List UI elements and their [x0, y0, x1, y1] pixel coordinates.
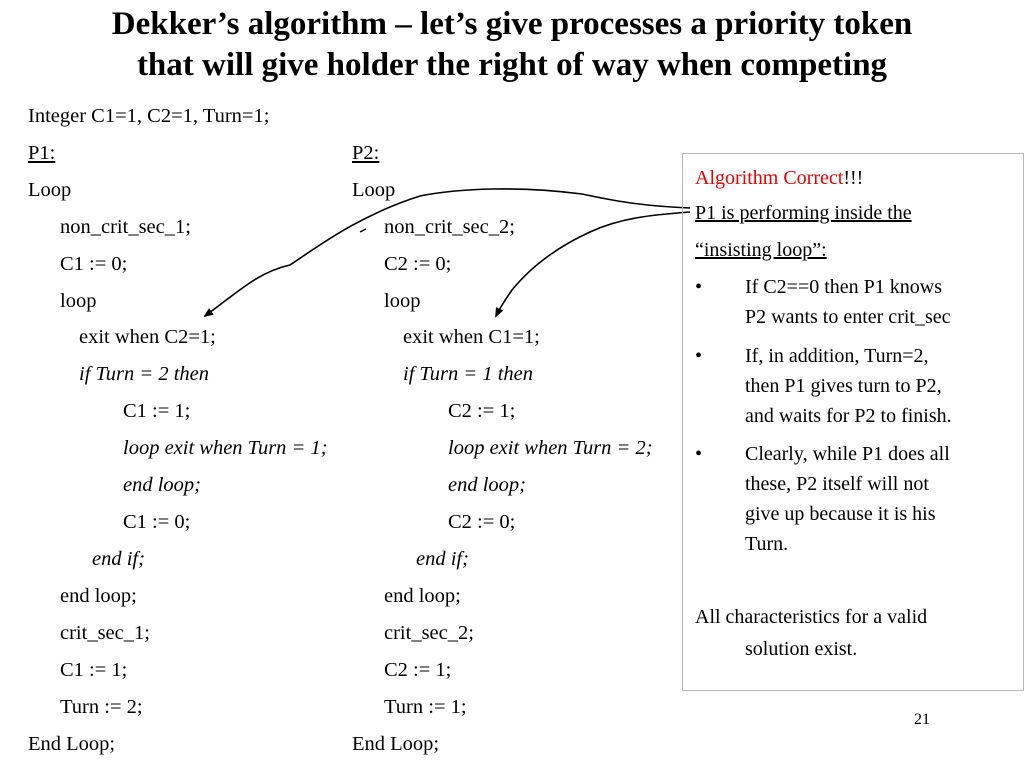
bullet-line: these, P2 itself will not	[745, 473, 929, 495]
p1-line: Turn := 2;	[60, 696, 143, 718]
p1-line: end if;	[92, 548, 145, 570]
bullet-char: •	[695, 276, 703, 298]
bullet-line: give up because it is his	[745, 503, 936, 525]
bullet-char: •	[695, 345, 703, 367]
p1-line: End Loop;	[28, 733, 116, 755]
p2-line: if Turn = 1 then	[403, 363, 534, 385]
box-heading-line	[695, 166, 863, 190]
p1-label: P1:	[28, 142, 56, 164]
box-heading-suffix: !!!	[843, 167, 864, 189]
p2-line: crit_sec_2;	[384, 622, 474, 644]
p1-line: C1 := 1;	[123, 400, 191, 422]
p2-line: Loop	[352, 179, 396, 201]
p1-line: C1 := 1;	[60, 659, 128, 681]
p1-line: exit when C2=1;	[79, 326, 216, 348]
box-footer-1: All characteristics for a valid	[695, 606, 928, 628]
p2-line: end loop;	[384, 585, 461, 607]
bullet-line: Clearly, while P1 does all	[745, 443, 950, 465]
title-line-1: Dekker’s algorithm – let’s give processes a priority token	[111, 6, 913, 42]
p2-line: End Loop;	[352, 733, 440, 755]
p1-line: crit_sec_1;	[60, 622, 150, 644]
p1-line: C1 := 0;	[123, 511, 191, 533]
page-number: 21	[914, 711, 930, 728]
p1-line: C1 := 0;	[60, 253, 128, 275]
p1-line: end loop;	[60, 585, 137, 607]
p2-line: end loop;	[448, 474, 526, 496]
bullet-line: Turn.	[745, 533, 789, 555]
box-heading: Algorithm Correct	[695, 167, 844, 189]
title-line-2: that will give holder the right of way when competing	[136, 47, 888, 83]
p2-line: end if;	[416, 548, 469, 570]
p1-line: if Turn = 2 then	[79, 363, 210, 385]
p2-line: exit when C1=1;	[403, 326, 540, 348]
explanation-box	[682, 153, 1024, 691]
bullet-line: then P1 gives turn to P2,	[745, 375, 942, 397]
arrow-tick	[360, 229, 366, 232]
p2-label: P2:	[352, 142, 380, 164]
p2-line: C2 := 0;	[384, 253, 452, 275]
p1-line: Loop	[28, 179, 72, 201]
box-subtitle-1: P1 is performing inside the	[695, 202, 912, 224]
p2-line: C2 := 1;	[384, 659, 452, 681]
box-subtitle-2: “insisting loop”:	[695, 239, 827, 261]
p2-line: loop exit when Turn = 2;	[448, 437, 653, 459]
p1-line: non_crit_sec_1;	[60, 216, 191, 238]
p1-line: loop	[60, 290, 97, 312]
p1-line: end loop;	[123, 474, 201, 496]
box-footer-2: solution exist.	[745, 638, 858, 660]
p2-line: non_crit_sec_2;	[384, 216, 515, 238]
bullet-line: If, in addition, Turn=2,	[745, 345, 929, 367]
variable-declaration: Integer C1=1, C2=1, Turn=1;	[28, 105, 270, 127]
p2-line: C2 := 0;	[448, 511, 516, 533]
arrow-to-p2-exit	[496, 212, 690, 316]
p2-line: C2 := 1;	[448, 400, 516, 422]
bullet-line: If C2==0 then P1 knows	[745, 276, 943, 298]
p2-line: Turn := 1;	[384, 696, 467, 718]
arrow-to-p1-exit	[205, 189, 690, 316]
p2-line: loop	[384, 290, 421, 312]
bullet-char: •	[695, 443, 703, 465]
p1-line: loop exit when Turn = 1;	[123, 437, 328, 459]
bullet-line: and waits for P2 to finish.	[745, 405, 952, 427]
bullet-line: P2 wants to enter crit_sec	[745, 306, 951, 328]
